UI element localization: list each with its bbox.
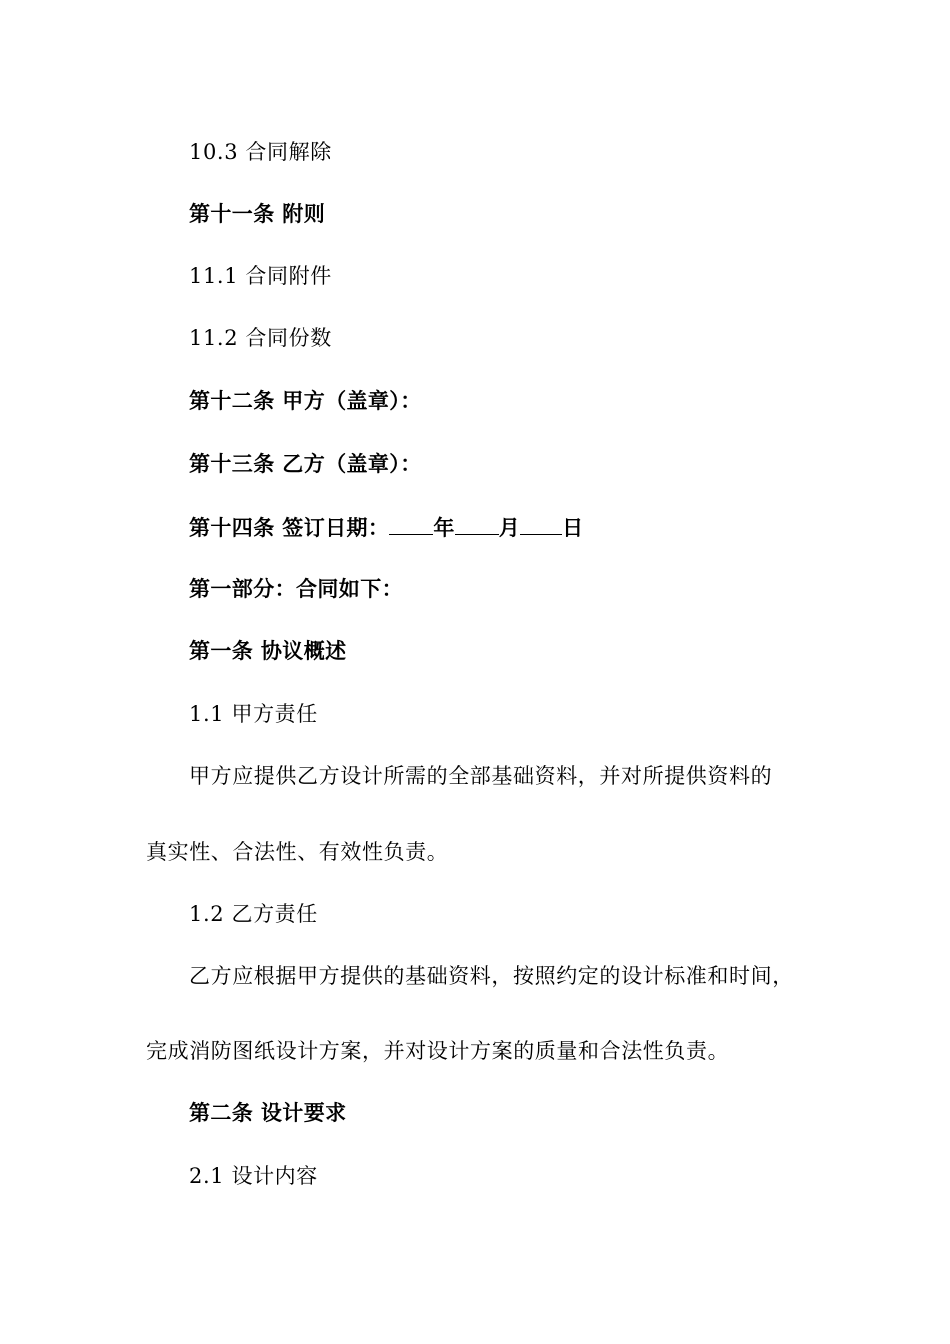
year-blank (389, 512, 433, 535)
month-blank (455, 512, 499, 535)
article-12-party-a-seal: 第十二条 甲方（盖章）： (189, 389, 422, 413)
article-13-party-b-seal: 第十三条 乙方（盖章）： (189, 452, 422, 476)
day-blank (520, 512, 562, 535)
day-unit: 日 (562, 516, 584, 540)
clause-10-3: 10.3 合同解除 (189, 140, 332, 164)
clause-1-2: 1.2 乙方责任 (189, 902, 318, 926)
paragraph-1-2-line-1: 乙方应根据甲方提供的基础资料，按照约定的设计标准和时间， (189, 964, 794, 988)
signing-date-label: 第十四条 签订日期： (189, 516, 390, 540)
clause-2-1: 2.1 设计内容 (189, 1164, 318, 1188)
paragraph-1-2-line-2: 完成消防图纸设计方案，并对设计方案的质量和合法性负责。 (146, 1039, 730, 1063)
part-one-heading: 第一部分：合同如下： (189, 577, 403, 601)
year-unit: 年 (433, 516, 455, 540)
article-1-heading: 第一条 协议概述 (189, 639, 347, 663)
article-14-signing-date (189, 512, 584, 542)
article-11-heading: 第十一条 附则 (189, 202, 326, 226)
paragraph-1-1-line-2: 真实性、合法性、有效性负责。 (146, 840, 449, 864)
clause-1-1: 1.1 甲方责任 (189, 702, 318, 726)
clause-11-2: 11.2 合同份数 (189, 326, 332, 350)
clause-11-1: 11.1 合同附件 (189, 264, 332, 288)
article-2-heading: 第二条 设计要求 (189, 1101, 347, 1125)
month-unit: 月 (498, 516, 521, 540)
paragraph-1-1-line-1: 甲方应提供乙方设计所需的全部基础资料，并对所提供资料的 (189, 764, 773, 788)
